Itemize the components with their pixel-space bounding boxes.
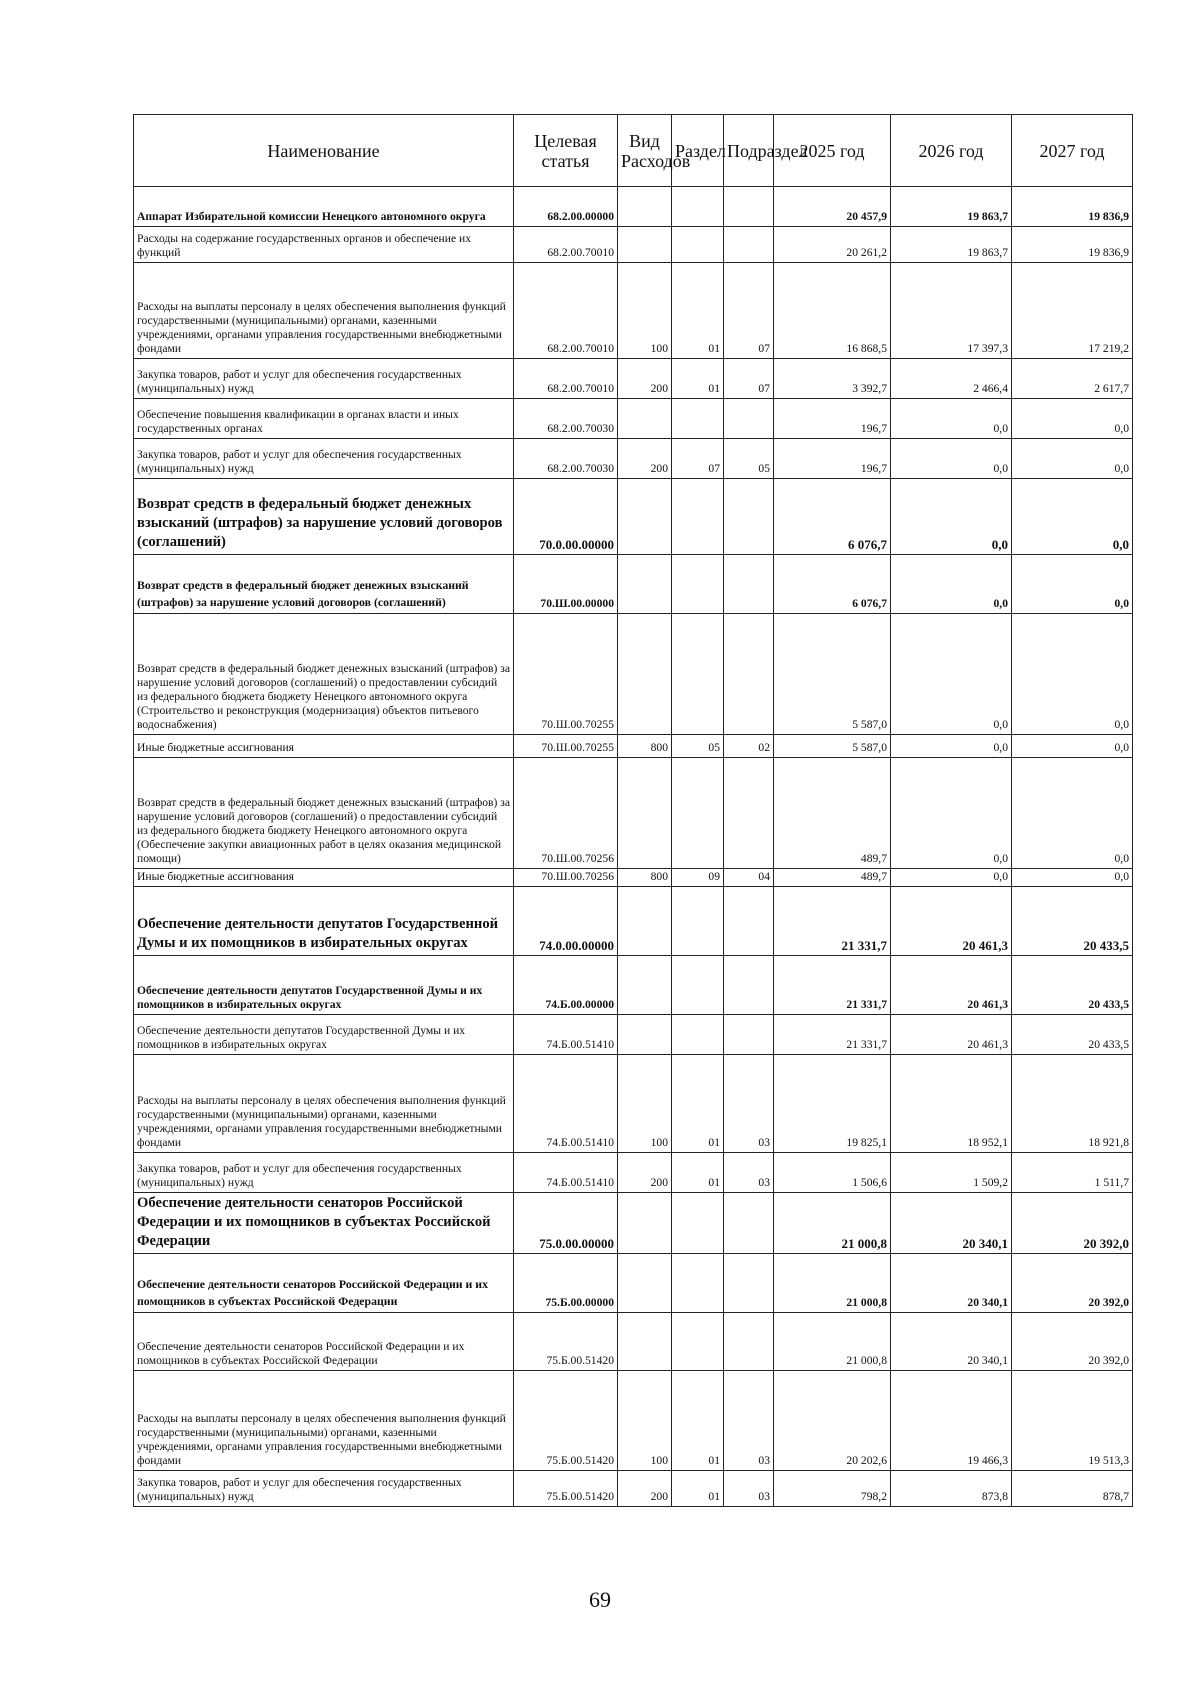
- cell-target-article: 68.2.00.70010: [514, 227, 618, 263]
- table-body: [134, 187, 1133, 1507]
- cell-target-article: 74.Б.00.51410: [514, 1015, 618, 1055]
- cell-target-article: 70.Ш.00.70256: [514, 869, 618, 887]
- table-row: [134, 1471, 1133, 1507]
- cell-2025: 798,2: [774, 1471, 891, 1507]
- cell-target-article: 75.Б.00.00000: [514, 1254, 618, 1313]
- table-row: [134, 227, 1133, 263]
- cell-name: Аппарат Избирательной комиссии Ненецкого автономного округа: [134, 187, 514, 227]
- cell-2026: 20 461,3: [891, 956, 1012, 1015]
- cell-2025: 1 506,6: [774, 1153, 891, 1193]
- table-row: [134, 479, 1133, 555]
- table-row: [134, 614, 1133, 735]
- header-row: [134, 115, 1133, 187]
- table-row: [134, 399, 1133, 439]
- cell-expense-type: 200: [618, 1153, 672, 1193]
- cell-2026: 0,0: [891, 758, 1012, 869]
- table-row: [134, 869, 1133, 887]
- cell-2025: 6 076,7: [774, 555, 891, 614]
- cell-expense-type: 100: [618, 1371, 672, 1471]
- cell-expense-type: [618, 1313, 672, 1371]
- cell-section: [672, 614, 724, 735]
- table-row: [134, 1313, 1133, 1371]
- cell-name: Расходы на выплаты персоналу в целях обеспечения выполнения функций государственными (муниципальными) органами, казенными учреждениями, органами управления государственными внебюджетными фондами: [134, 1055, 514, 1153]
- cell-2025: 21 331,7: [774, 887, 891, 956]
- cell-expense-type: [618, 399, 672, 439]
- cell-subsection: 07: [724, 263, 774, 359]
- cell-name: Обеспечение повышения квалификации в органах власти и иных государственных органах: [134, 399, 514, 439]
- cell-expense-type: [618, 758, 672, 869]
- cell-2027: 0,0: [1012, 439, 1133, 479]
- cell-name: Обеспечение деятельности сенаторов Российской Федерации и их помощников в субъектах Российской Федерации: [134, 1193, 514, 1254]
- cell-name: Обеспечение деятельности депутатов Государственной Думы и их помощников в избирательных округах: [134, 956, 514, 1015]
- cell-name: Расходы на выплаты персоналу в целях обеспечения выполнения функций государственными (муниципальными) органами, казенными учреждениями, органами управления государственными внебюджетными фондами: [134, 1371, 514, 1471]
- table-row: [134, 758, 1133, 869]
- cell-subsection: [724, 1254, 774, 1313]
- cell-2026: 873,8: [891, 1471, 1012, 1507]
- cell-section: 01: [672, 1153, 724, 1193]
- cell-target-article: 70.Ш.00.70256: [514, 758, 618, 869]
- cell-subsection: 03: [724, 1471, 774, 1507]
- cell-expense-type: 800: [618, 869, 672, 887]
- cell-subsection: 04: [724, 869, 774, 887]
- table-row: [134, 735, 1133, 758]
- table-row: [134, 1015, 1133, 1055]
- cell-target-article: 68.2.00.70010: [514, 359, 618, 399]
- cell-2027: 20 433,5: [1012, 956, 1133, 1015]
- cell-subsection: [724, 956, 774, 1015]
- cell-2025: 489,7: [774, 758, 891, 869]
- cell-section: 01: [672, 263, 724, 359]
- cell-section: [672, 1015, 724, 1055]
- cell-section: [672, 187, 724, 227]
- cell-name: Расходы на содержание государственных органов и обеспечение их функций: [134, 227, 514, 263]
- cell-2026: 0,0: [891, 869, 1012, 887]
- header-2026: 2026 год: [891, 115, 1012, 187]
- cell-2026: 19 863,7: [891, 187, 1012, 227]
- cell-section: 01: [672, 359, 724, 399]
- cell-2026: 20 461,3: [891, 1015, 1012, 1055]
- cell-2025: 196,7: [774, 399, 891, 439]
- cell-2027: 0,0: [1012, 555, 1133, 614]
- cell-2026: 18 952,1: [891, 1055, 1012, 1153]
- cell-2025: 196,7: [774, 439, 891, 479]
- cell-2026: 19 466,3: [891, 1371, 1012, 1471]
- cell-2027: 878,7: [1012, 1471, 1133, 1507]
- cell-target-article: 75.0.00.00000: [514, 1193, 618, 1254]
- cell-2025: 5 587,0: [774, 735, 891, 758]
- cell-name: Обеспечение деятельности депутатов Государственной Думы и их помощников в избирательных округах: [134, 1015, 514, 1055]
- cell-target-article: 70.Ш.00.70255: [514, 614, 618, 735]
- cell-expense-type: 100: [618, 263, 672, 359]
- table-row: [134, 1371, 1133, 1471]
- cell-section: [672, 887, 724, 956]
- cell-2026: 20 340,1: [891, 1313, 1012, 1371]
- budget-table: [133, 114, 1133, 1507]
- cell-target-article: 74.0.00.00000: [514, 887, 618, 956]
- table-row: [134, 439, 1133, 479]
- cell-subsection: [724, 1193, 774, 1254]
- cell-name: Обеспечение деятельности сенаторов Российской Федерации и их помощников в субъектах Российской Федерации: [134, 1313, 514, 1371]
- table-row: [134, 956, 1133, 1015]
- cell-2027: 20 433,5: [1012, 1015, 1133, 1055]
- cell-section: [672, 555, 724, 614]
- cell-subsection: 05: [724, 439, 774, 479]
- cell-2027: 19 836,9: [1012, 187, 1133, 227]
- cell-2027: 0,0: [1012, 399, 1133, 439]
- cell-section: [672, 479, 724, 555]
- cell-2027: 20 392,0: [1012, 1193, 1133, 1254]
- cell-expense-type: [618, 1193, 672, 1254]
- cell-subsection: 02: [724, 735, 774, 758]
- cell-target-article: 68.2.00.00000: [514, 187, 618, 227]
- cell-2025: 20 457,9: [774, 187, 891, 227]
- cell-target-article: 74.Б.00.51410: [514, 1153, 618, 1193]
- cell-subsection: [724, 227, 774, 263]
- cell-section: [672, 956, 724, 1015]
- cell-2027: 0,0: [1012, 735, 1133, 758]
- cell-target-article: 68.2.00.70010: [514, 263, 618, 359]
- header-name: Наименование: [134, 115, 514, 187]
- cell-subsection: [724, 1313, 774, 1371]
- header-section: Раздел: [672, 115, 724, 187]
- cell-subsection: 03: [724, 1153, 774, 1193]
- cell-subsection: 03: [724, 1371, 774, 1471]
- cell-name: Иные бюджетные ассигнования: [134, 869, 514, 887]
- cell-target-article: 70.Ш.00.00000: [514, 555, 618, 614]
- cell-2025: 21 000,8: [774, 1313, 891, 1371]
- cell-subsection: [724, 479, 774, 555]
- cell-2027: 0,0: [1012, 869, 1133, 887]
- cell-expense-type: [618, 555, 672, 614]
- cell-name: Закупка товаров, работ и услуг для обеспечения государственных (муниципальных) нужд: [134, 359, 514, 399]
- cell-2025: 20 261,2: [774, 227, 891, 263]
- cell-name: Возврат средств в федеральный бюджет денежных взысканий (штрафов) за нарушение условий договоров (соглашений): [134, 555, 514, 614]
- cell-target-article: 75.Б.00.51420: [514, 1371, 618, 1471]
- cell-2027: 1 511,7: [1012, 1153, 1133, 1193]
- header-2025: 2025 год: [774, 115, 891, 187]
- cell-name: Обеспечение деятельности сенаторов Российской Федерации и их помощников в субъектах Российской Федерации: [134, 1254, 514, 1313]
- cell-2025: 16 868,5: [774, 263, 891, 359]
- table-row: [134, 1193, 1133, 1254]
- cell-target-article: 68.2.00.70030: [514, 399, 618, 439]
- cell-2027: 0,0: [1012, 758, 1133, 869]
- cell-subsection: [724, 399, 774, 439]
- cell-section: [672, 1193, 724, 1254]
- table-row: [134, 187, 1133, 227]
- table-row: [134, 1153, 1133, 1193]
- cell-section: 01: [672, 1471, 724, 1507]
- cell-subsection: [724, 555, 774, 614]
- cell-expense-type: 800: [618, 735, 672, 758]
- cell-section: [672, 1313, 724, 1371]
- table-row: [134, 1254, 1133, 1313]
- cell-target-article: 70.Ш.00.70255: [514, 735, 618, 758]
- cell-2026: 0,0: [891, 479, 1012, 555]
- cell-name: Расходы на выплаты персоналу в целях обеспечения выполнения функций государственными (муниципальными) органами, казенными учреждениями, органами управления государственными внебюджетными фондами: [134, 263, 514, 359]
- page-number: 69: [589, 1587, 611, 1612]
- table-row: [134, 1055, 1133, 1153]
- cell-name: Закупка товаров, работ и услуг для обеспечения государственных (муниципальных) нужд: [134, 1153, 514, 1193]
- cell-name: Обеспечение деятельности депутатов Государственной Думы и их помощников в избирательных округах: [134, 887, 514, 956]
- cell-target-article: 75.Б.00.51420: [514, 1471, 618, 1507]
- cell-2027: 20 392,0: [1012, 1254, 1133, 1313]
- cell-2026: 0,0: [891, 555, 1012, 614]
- header-2027: 2027 год: [1012, 115, 1133, 187]
- cell-2025: 21 000,8: [774, 1254, 891, 1313]
- cell-name: Возврат средств в федеральный бюджет денежных взысканий (штрафов) за нарушение условий договоров (соглашений) о предоставлении субсидий из федерального бюджета бюджету Ненецкого автономного округа (Строительство и реконструкция (модернизация) объектов питьевого водоснабжения): [134, 614, 514, 735]
- cell-expense-type: 200: [618, 1471, 672, 1507]
- cell-2025: 6 076,7: [774, 479, 891, 555]
- cell-expense-type: 200: [618, 439, 672, 479]
- cell-target-article: 74.Б.00.51410: [514, 1055, 618, 1153]
- cell-2027: 17 219,2: [1012, 263, 1133, 359]
- cell-name: Закупка товаров, работ и услуг для обеспечения государственных (муниципальных) нужд: [134, 1471, 514, 1507]
- cell-name: Иные бюджетные ассигнования: [134, 735, 514, 758]
- cell-expense-type: [618, 227, 672, 263]
- cell-expense-type: [618, 479, 672, 555]
- cell-2025: 19 825,1: [774, 1055, 891, 1153]
- cell-section: [672, 1254, 724, 1313]
- cell-2025: 21 331,7: [774, 1015, 891, 1055]
- cell-2027: 19 513,3: [1012, 1371, 1133, 1471]
- cell-section: 01: [672, 1371, 724, 1471]
- cell-subsection: [724, 614, 774, 735]
- cell-2025: 3 392,7: [774, 359, 891, 399]
- table-row: [134, 887, 1133, 956]
- cell-2026: 20 340,1: [891, 1254, 1012, 1313]
- table-row: [134, 359, 1133, 399]
- cell-2027: 18 921,8: [1012, 1055, 1133, 1153]
- header-expense-type: Вид Расходов: [618, 115, 672, 187]
- cell-2026: 0,0: [891, 735, 1012, 758]
- cell-name: Закупка товаров, работ и услуг для обеспечения государственных (муниципальных) нужд: [134, 439, 514, 479]
- cell-2025: 5 587,0: [774, 614, 891, 735]
- cell-2026: 17 397,3: [891, 263, 1012, 359]
- cell-2027: 20 433,5: [1012, 887, 1133, 956]
- cell-expense-type: [618, 956, 672, 1015]
- cell-expense-type: [618, 614, 672, 735]
- cell-expense-type: 100: [618, 1055, 672, 1153]
- header-target-article: Целевая статья: [514, 115, 618, 187]
- header-subsection: Подраздел: [724, 115, 774, 187]
- table-row: [134, 555, 1133, 614]
- cell-target-article: 70.0.00.00000: [514, 479, 618, 555]
- cell-subsection: 07: [724, 359, 774, 399]
- cell-2027: 19 836,9: [1012, 227, 1133, 263]
- cell-2025: 489,7: [774, 869, 891, 887]
- cell-subsection: [724, 887, 774, 956]
- cell-2026: 0,0: [891, 614, 1012, 735]
- cell-section: [672, 758, 724, 869]
- cell-target-article: 75.Б.00.51420: [514, 1313, 618, 1371]
- cell-2026: 20 340,1: [891, 1193, 1012, 1254]
- cell-section: 07: [672, 439, 724, 479]
- cell-section: 05: [672, 735, 724, 758]
- cell-expense-type: 200: [618, 359, 672, 399]
- cell-2027: 20 392,0: [1012, 1313, 1133, 1371]
- cell-target-article: 74.Б.00.00000: [514, 956, 618, 1015]
- cell-section: [672, 227, 724, 263]
- cell-2025: 20 202,6: [774, 1371, 891, 1471]
- cell-2026: 19 863,7: [891, 227, 1012, 263]
- cell-target-article: 68.2.00.70030: [514, 439, 618, 479]
- cell-2026: 0,0: [891, 439, 1012, 479]
- cell-subsection: [724, 187, 774, 227]
- cell-subsection: [724, 758, 774, 869]
- cell-section: 09: [672, 869, 724, 887]
- cell-section: 01: [672, 1055, 724, 1153]
- cell-2026: 2 466,4: [891, 359, 1012, 399]
- cell-subsection: [724, 1015, 774, 1055]
- table-row: [134, 263, 1133, 359]
- cell-2026: 20 461,3: [891, 887, 1012, 956]
- cell-2026: 0,0: [891, 399, 1012, 439]
- cell-2025: 21 331,7: [774, 956, 891, 1015]
- cell-2026: 1 509,2: [891, 1153, 1012, 1193]
- cell-2027: 0,0: [1012, 614, 1133, 735]
- cell-section: [672, 399, 724, 439]
- cell-2027: 0,0: [1012, 479, 1133, 555]
- cell-expense-type: [618, 1015, 672, 1055]
- cell-expense-type: [618, 1254, 672, 1313]
- cell-expense-type: [618, 187, 672, 227]
- cell-subsection: 03: [724, 1055, 774, 1153]
- cell-expense-type: [618, 887, 672, 956]
- cell-name: Возврат средств в федеральный бюджет денежных взысканий (штрафов) за нарушение условий договоров (соглашений) о предоставлении субсидий из федерального бюджета бюджету Ненецкого автономного округа (Обеспечение закупки авиационных работ в целях оказания медицинской помощи): [134, 758, 514, 869]
- cell-name: Возврат средств в федеральный бюджет денежных взысканий (штрафов) за нарушение условий договоров (соглашений): [134, 479, 514, 555]
- cell-2025: 21 000,8: [774, 1193, 891, 1254]
- cell-2027: 2 617,7: [1012, 359, 1133, 399]
